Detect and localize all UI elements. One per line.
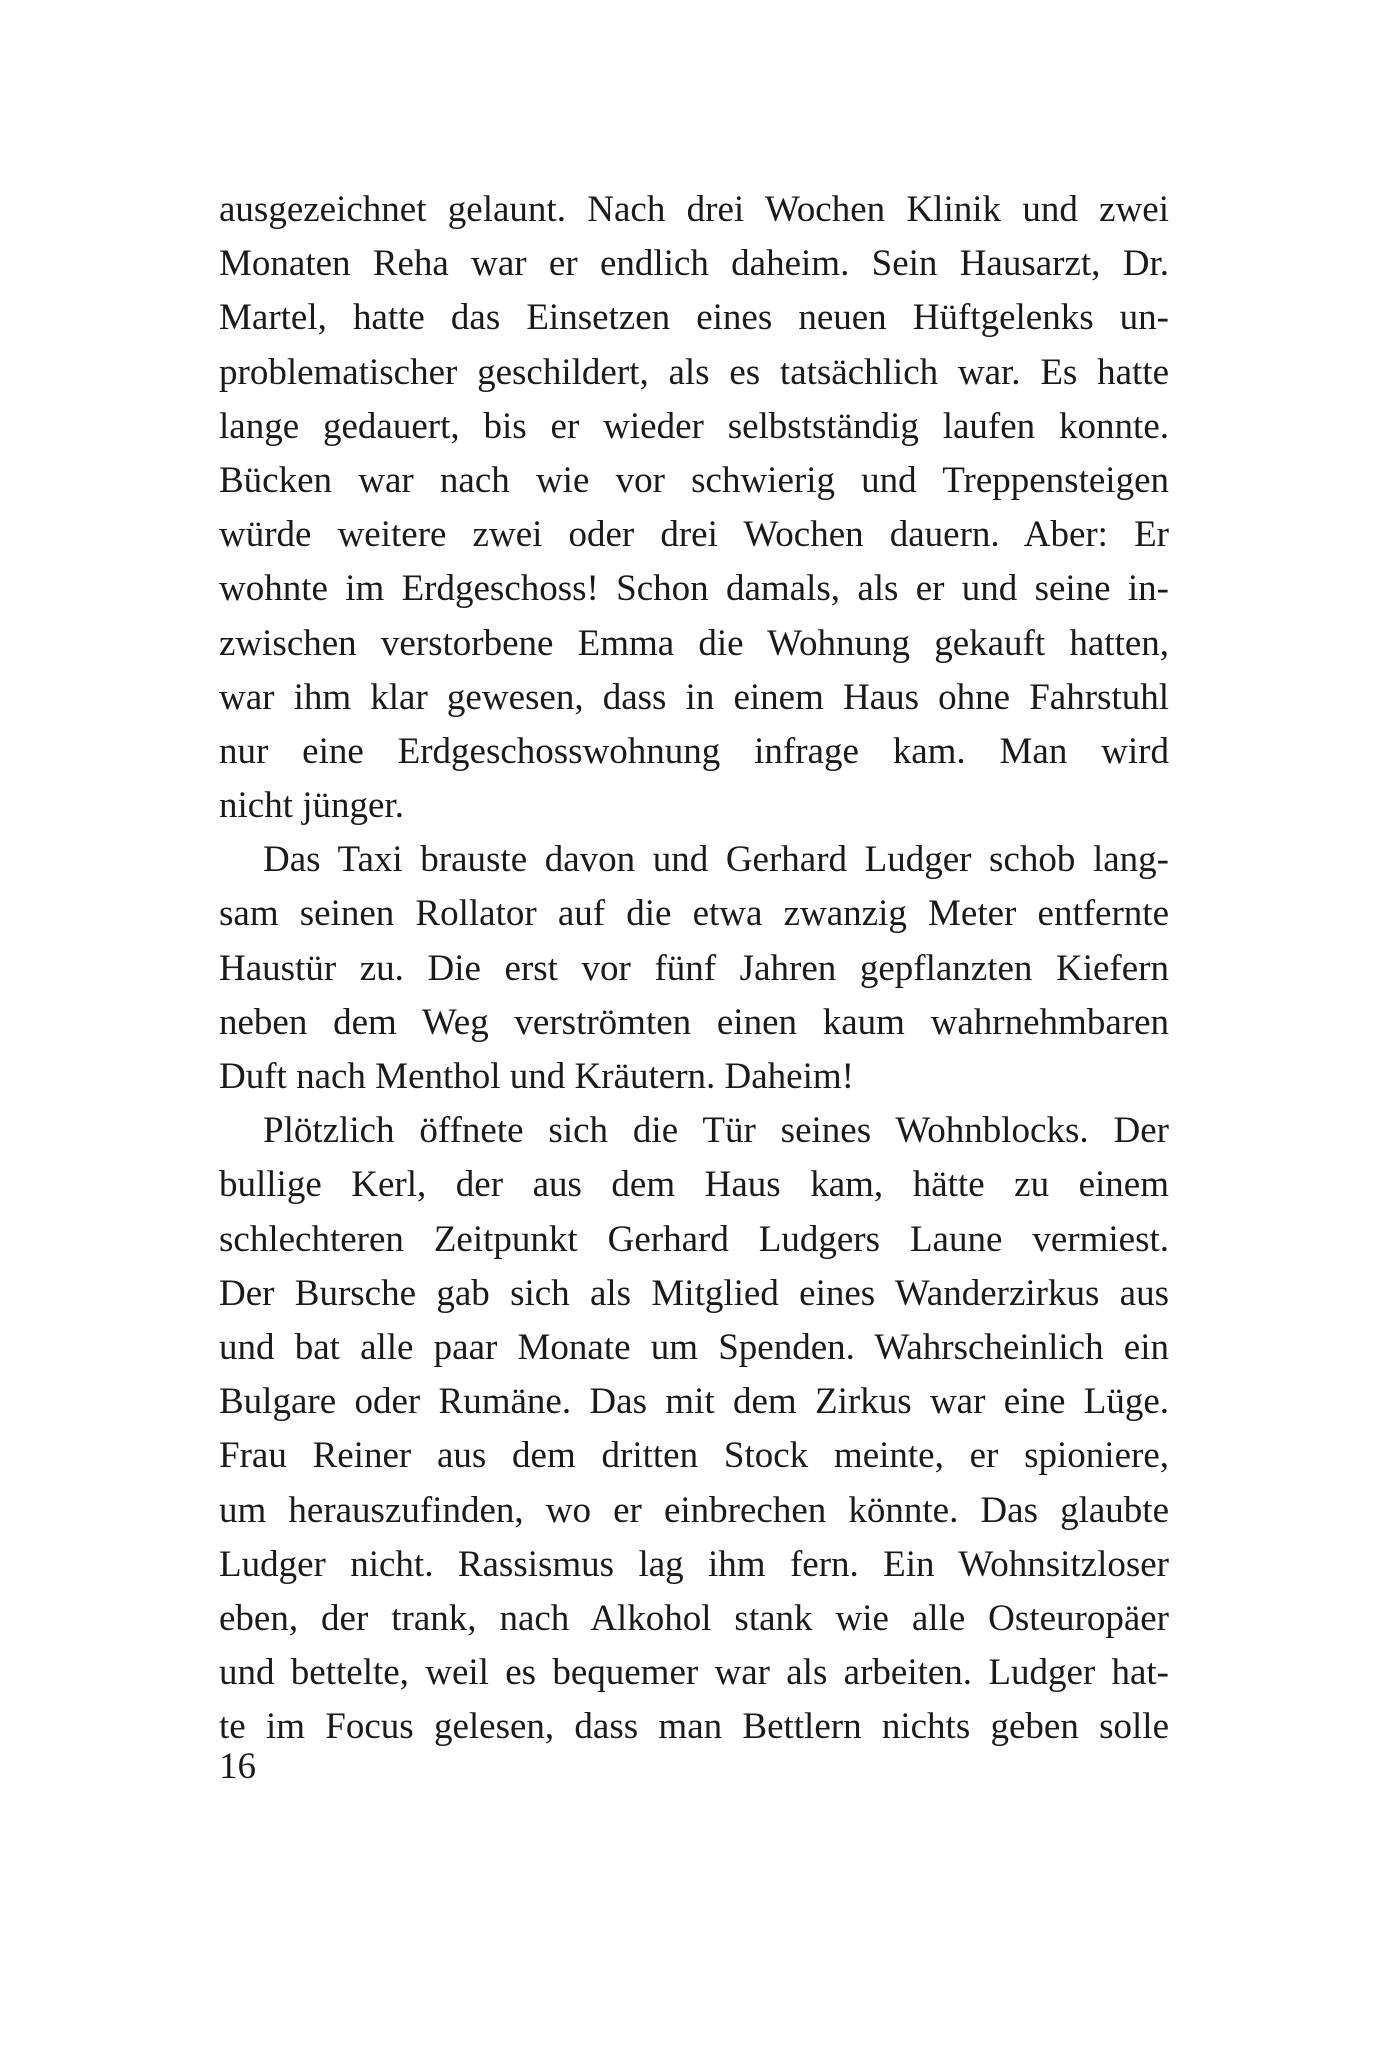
- text-line: wohnte im Erdgeschoss! Schon damals, als er und seine in-: [219, 568, 1169, 610]
- text-line: te im Focus gelesen, dass man Bettlern nichts geben solle: [219, 1706, 1169, 1748]
- body-text: [219, 183, 1169, 1754]
- text-line: würde weitere zwei oder drei Wochen dauern. Aber: Er: [219, 514, 1169, 556]
- text-line: Haustür zu. Die erst vor fünf Jahren gepflanzten Kiefern: [219, 947, 1169, 989]
- text-line: und bat alle paar Monate um Spenden. Wahrscheinlich ein: [219, 1326, 1169, 1368]
- text-line: Plötzlich öffnete sich die Tür seines Wohnblocks. Der: [263, 1110, 1169, 1152]
- text-line: Bücken war nach wie vor schwierig und Treppensteigen: [219, 459, 1169, 501]
- text-line: Ludger nicht. Rassismus lag ihm fern. Ein Wohnsitzloser: [219, 1543, 1169, 1585]
- text-line: um herauszufinden, wo er einbrechen könnte. Das glaubte: [219, 1489, 1169, 1531]
- text-line: bullige Kerl, der aus dem Haus kam, hätte zu einem: [219, 1164, 1169, 1206]
- text-line: Bulgare oder Rumäne. Das mit dem Zirkus war eine Lüge.: [219, 1381, 1169, 1423]
- text-line: neben dem Weg verströmten einen kaum wahrnehmbaren: [219, 1001, 1169, 1043]
- text-line: sam seinen Rollator auf die etwa zwanzig Meter entfernte: [219, 893, 1169, 935]
- text-line: Der Bursche gab sich als Mitglied eines Wanderzirkus aus: [219, 1272, 1169, 1314]
- text-line: Martel, hatte das Einsetzen eines neuen Hüftgelenks un-: [219, 297, 1169, 339]
- text-line: nur eine Erdgeschosswohnung infrage kam. Man wird: [219, 730, 1169, 772]
- text-line: problematischer geschildert, als es tatsächlich war. Es hatte: [219, 351, 1169, 393]
- text-line: schlechteren Zeitpunkt Gerhard Ludgers Laune vermiest.: [219, 1218, 1169, 1260]
- text-line: lange gedauert, bis er wieder selbstständig laufen konnte.: [219, 405, 1169, 447]
- text-line: nicht jünger.: [219, 785, 404, 827]
- text-line: und bettelte, weil es bequemer war als arbeiten. Ludger hat-: [219, 1652, 1169, 1694]
- text-line: Duft nach Menthol und Kräutern. Daheim!: [219, 1056, 854, 1097]
- text-line: war ihm klar gewesen, dass in einem Haus ohne Fahrstuhl: [219, 676, 1169, 718]
- page-number: 16: [219, 1746, 256, 1787]
- text-line: Frau Reiner aus dem dritten Stock meinte, er spioniere,: [219, 1435, 1169, 1477]
- text-line: zwischen verstorbene Emma die Wohnung gekauft hatten,: [219, 622, 1169, 664]
- text-line: Das Taxi brauste davon und Gerhard Ludger schob lang-: [263, 839, 1169, 881]
- text-line: eben, der trank, nach Alkohol stank wie alle Osteuropäer: [219, 1597, 1169, 1639]
- text-line: Monaten Reha war er endlich daheim. Sein Hausarzt, Dr.: [219, 243, 1169, 285]
- text-line: ausgezeichnet gelaunt. Nach drei Wochen Klinik und zwei: [219, 189, 1169, 230]
